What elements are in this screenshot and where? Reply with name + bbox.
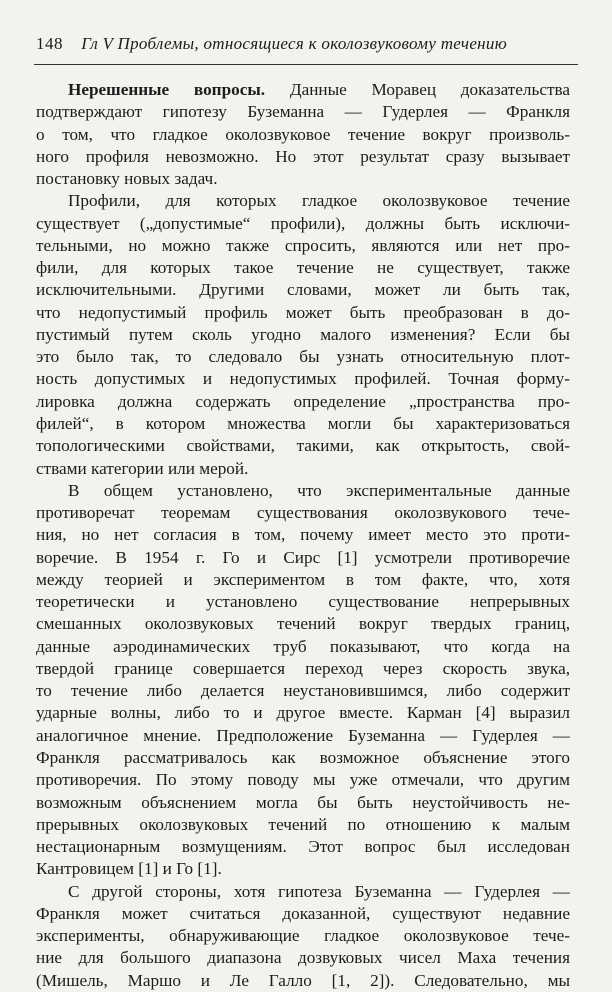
- paragraph-unresolved-questions: [36, 79, 570, 190]
- text-line: противоречия. По этому поводу мы уже отмечали, что другим: [36, 770, 570, 790]
- text-line: ность допустимых и недопустимых профилей. Точная форму-: [36, 369, 570, 389]
- text-line: Франкля может считаться доказанной, существуют недавние: [36, 903, 570, 923]
- text-line: ния, но нет согласия в том, почему имеет место это проти-: [36, 525, 570, 545]
- text-line: В общем установлено, что экспериментальные данные: [68, 480, 570, 500]
- text-line: ствами категории или мерой.: [36, 458, 249, 478]
- text-line: лировка должна содержать определение „пространства про-: [36, 391, 570, 411]
- text-line: пустимый путем сколь угодно малого изменения? Если бы: [36, 324, 570, 344]
- text-line: воречие. В 1954 г. Го и Сирс [1] усмотрели противоречие: [36, 547, 570, 567]
- text-line: ударные волны, либо то и другое вместе. Карман [4] выразил: [36, 703, 570, 723]
- text-line: нестационарным возмущениям. Этот вопрос был исследован: [36, 837, 570, 857]
- text-line: тельными, но можно также спросить, являются или нет про-: [36, 235, 570, 255]
- text-line: теоретически и установлено существование непрерывных: [36, 592, 570, 612]
- text-line: смешанных околозвуковых течений вокруг твердых границ,: [36, 614, 570, 634]
- text-line: Профили, для которых гладкое околозвуковое течение: [68, 191, 570, 211]
- text-line: постановку новых задач.: [36, 169, 218, 189]
- text-line: ного профиля невозможно. Но этот результат сразу вызывает: [36, 146, 570, 166]
- text-line: Кантровицем [1] и Го [1].: [36, 859, 222, 879]
- paragraph-experimental-data: [36, 480, 570, 881]
- page-number: 148: [36, 34, 63, 53]
- text-line: противоречат теоремам существования околозвукового тече-: [36, 503, 570, 523]
- running-title: Гл V Проблемы, относящиеся к околозвуковому течению: [81, 34, 507, 53]
- text-line: данные аэродинамических труб показывают, что когда на: [36, 636, 570, 656]
- text-line: аналогичное мнение. Предположение Буземанна — Гудерлея —: [36, 725, 570, 745]
- text-line: между теорией и экспериментом в том факте, что, хотя: [36, 569, 570, 589]
- text-line: филей“, в котором множества могли бы характеризоваться: [36, 413, 570, 433]
- text-line: твердой границе совершается переход через скорость звука,: [36, 658, 570, 678]
- text-line: эксперименты, обнаруживающие гладкое околозвуковое тече-: [36, 926, 570, 946]
- text-line: существует („допустимые“ профили), должны быть исключи-: [36, 213, 570, 233]
- paragraph-profiles: [36, 190, 570, 479]
- paragraph-recent-experiments: [36, 881, 570, 992]
- text-line: топологическими свойствами, такими, как открытость, свой-: [36, 436, 570, 456]
- text-line-content: Данные Моравец доказательства: [289, 80, 571, 99]
- text-line: что недопустимый профиль может быть преобразован в до-: [36, 302, 570, 322]
- text-line: это было так, то следовало бы узнать относительную плот-: [36, 347, 570, 367]
- text-line: о том, что гладкое околозвуковое течение вокруг произволь-: [36, 124, 570, 144]
- text-line: Франкля рассматривалось как возможное объяснение этого: [36, 747, 570, 767]
- text-line: [36, 79, 570, 101]
- text-line: ние для большого диапазона дозвуковых чисел Маха течения: [36, 948, 570, 968]
- page-body: [36, 79, 570, 992]
- text-line: С другой стороны, хотя гипотеза Буземанна — Гудерлея —: [68, 881, 570, 901]
- page-header: [36, 33, 574, 55]
- text-line: фили, для которых такое течение не существует, также: [36, 258, 570, 278]
- text-line: прерывных околозвуковых течений по отношению к малым: [36, 814, 570, 834]
- header-rule: [34, 64, 578, 65]
- text-line: возможным объяснением могла бы быть неустойчивость не-: [36, 792, 570, 812]
- text-line: (Мишель, Маршо и Ле Галло [1, 2]). Следовательно, мы: [36, 970, 570, 990]
- text-line: подтверждают гипотезу Буземанна — Гудерлея — Франкля: [36, 102, 570, 122]
- text-line: то течение либо делается неустановившимся, либо содержит: [36, 681, 570, 701]
- section-heading: Нерешенные вопросы.: [68, 80, 266, 99]
- text-line: исключительными. Другими словами, может ли быть так,: [36, 280, 570, 300]
